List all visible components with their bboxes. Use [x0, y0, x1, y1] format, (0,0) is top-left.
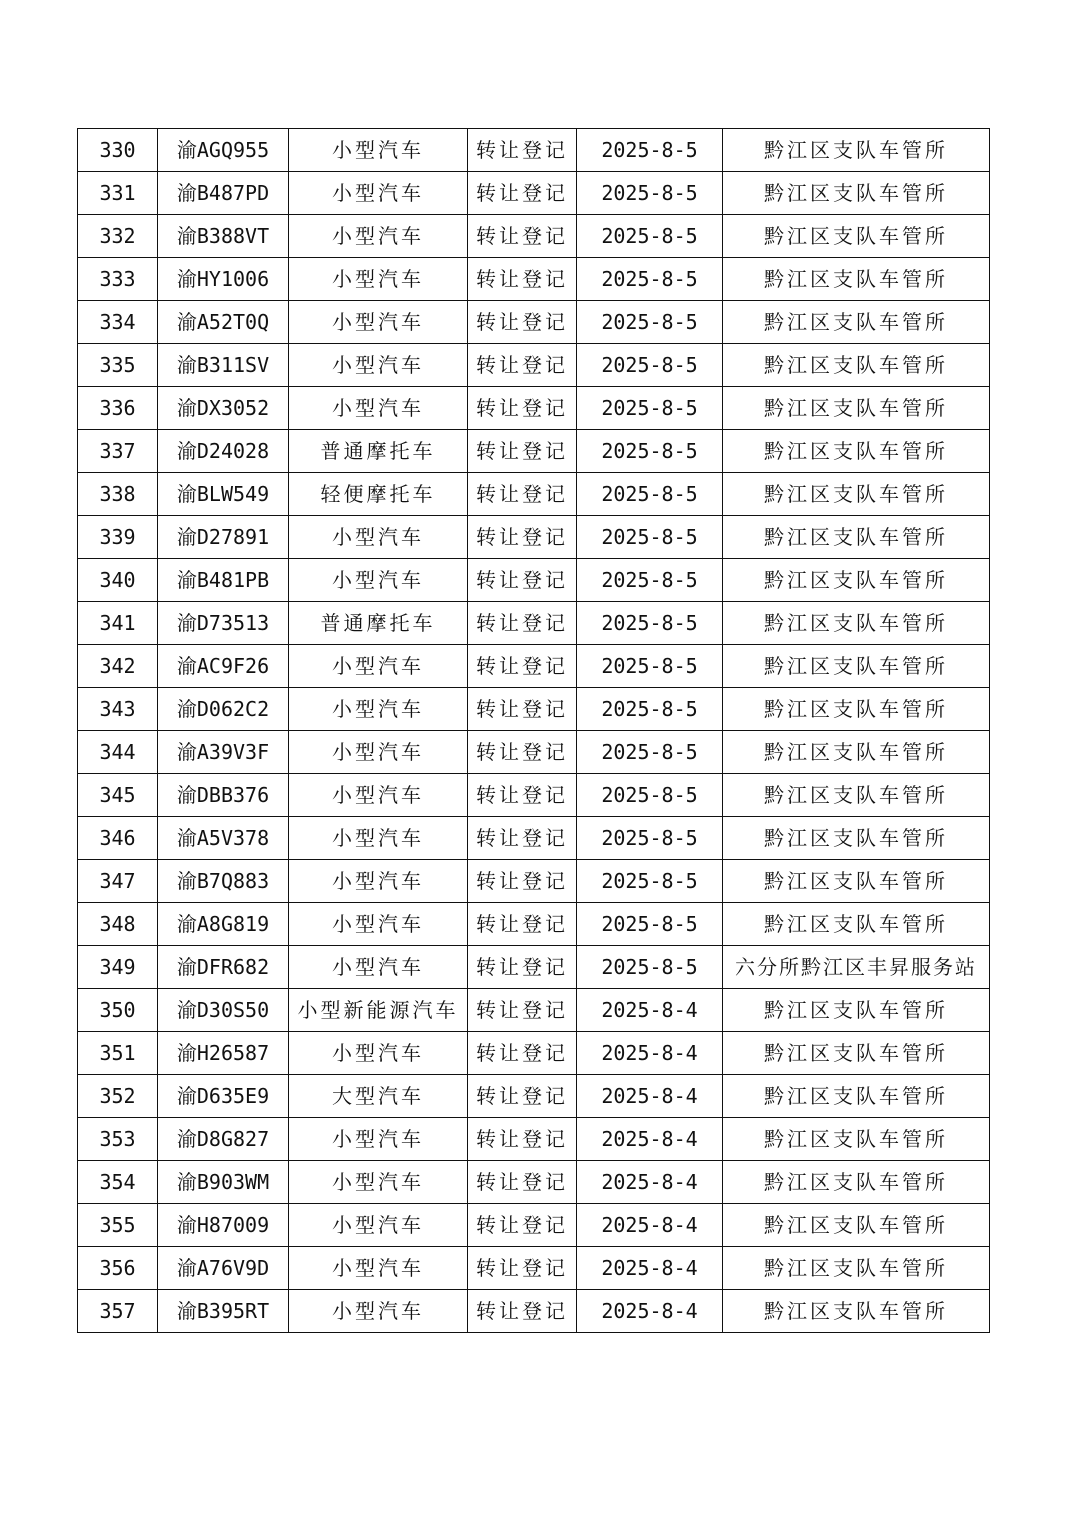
business-type-cell: 转让登记	[468, 215, 577, 258]
table-row	[78, 1118, 990, 1161]
plate-number-cell: 渝DBB376	[158, 774, 289, 817]
plate-number-cell: 渝B481PB	[158, 559, 289, 602]
date-cell: 2025-8-4	[577, 989, 723, 1032]
vehicle-type-cell: 小型汽车	[289, 344, 468, 387]
vehicle-type-cell: 小型汽车	[289, 1161, 468, 1204]
date-cell: 2025-8-5	[577, 172, 723, 215]
office-cell: 黔江区支队车管所	[723, 1290, 990, 1333]
table-row	[78, 559, 990, 602]
business-type-cell: 转让登记	[468, 602, 577, 645]
office-cell: 黔江区支队车管所	[723, 172, 990, 215]
row-number-cell: 333	[78, 258, 158, 301]
row-number-cell: 339	[78, 516, 158, 559]
vehicle-type-cell: 小型汽车	[289, 129, 468, 172]
row-number-cell: 335	[78, 344, 158, 387]
date-cell: 2025-8-5	[577, 860, 723, 903]
vehicle-type-cell: 小型汽车	[289, 817, 468, 860]
business-type-cell: 转让登记	[468, 301, 577, 344]
vehicle-type-cell: 小型汽车	[289, 172, 468, 215]
plate-number-cell: 渝B903WM	[158, 1161, 289, 1204]
vehicle-registration-table	[77, 128, 990, 1333]
date-cell: 2025-8-5	[577, 516, 723, 559]
business-type-cell: 转让登记	[468, 903, 577, 946]
table-row	[78, 258, 990, 301]
table-row	[78, 129, 990, 172]
business-type-cell: 转让登记	[468, 860, 577, 903]
row-number-cell: 346	[78, 817, 158, 860]
table-row	[78, 946, 990, 989]
vehicle-type-cell: 轻便摩托车	[289, 473, 468, 516]
vehicle-type-cell: 小型汽车	[289, 387, 468, 430]
table-row	[78, 172, 990, 215]
vehicle-type-cell: 小型汽车	[289, 559, 468, 602]
row-number-cell: 334	[78, 301, 158, 344]
date-cell: 2025-8-5	[577, 301, 723, 344]
plate-number-cell: 渝HY1006	[158, 258, 289, 301]
table-row	[78, 1290, 990, 1333]
plate-number-cell: 渝DX3052	[158, 387, 289, 430]
business-type-cell: 转让登记	[468, 946, 577, 989]
business-type-cell: 转让登记	[468, 430, 577, 473]
table-body	[78, 129, 990, 1333]
vehicle-type-cell: 小型新能源汽车	[289, 989, 468, 1032]
business-type-cell: 转让登记	[468, 1247, 577, 1290]
plate-number-cell: 渝A76V9D	[158, 1247, 289, 1290]
office-cell: 黔江区支队车管所	[723, 516, 990, 559]
plate-number-cell: 渝D062C2	[158, 688, 289, 731]
table-row	[78, 817, 990, 860]
business-type-cell: 转让登记	[468, 172, 577, 215]
table-row	[78, 602, 990, 645]
date-cell: 2025-8-4	[577, 1118, 723, 1161]
business-type-cell: 转让登记	[468, 731, 577, 774]
vehicle-type-cell: 小型汽车	[289, 1290, 468, 1333]
plate-number-cell: 渝B487PD	[158, 172, 289, 215]
table-row	[78, 645, 990, 688]
vehicle-type-cell: 小型汽车	[289, 731, 468, 774]
table-row	[78, 1032, 990, 1075]
date-cell: 2025-8-5	[577, 129, 723, 172]
date-cell: 2025-8-5	[577, 344, 723, 387]
table-row	[78, 989, 990, 1032]
plate-number-cell: 渝A8G819	[158, 903, 289, 946]
date-cell: 2025-8-5	[577, 817, 723, 860]
row-number-cell: 355	[78, 1204, 158, 1247]
business-type-cell: 转让登记	[468, 688, 577, 731]
office-cell: 黔江区支队车管所	[723, 774, 990, 817]
office-cell: 黔江区支队车管所	[723, 430, 990, 473]
business-type-cell: 转让登记	[468, 1075, 577, 1118]
vehicle-type-cell: 小型汽车	[289, 1032, 468, 1075]
row-number-cell: 352	[78, 1075, 158, 1118]
business-type-cell: 转让登记	[468, 1118, 577, 1161]
vehicle-type-cell: 小型汽车	[289, 1118, 468, 1161]
date-cell: 2025-8-5	[577, 215, 723, 258]
row-number-cell: 350	[78, 989, 158, 1032]
business-type-cell: 转让登记	[468, 387, 577, 430]
plate-number-cell: 渝D8G827	[158, 1118, 289, 1161]
date-cell: 2025-8-5	[577, 602, 723, 645]
date-cell: 2025-8-5	[577, 430, 723, 473]
plate-number-cell: 渝AC9F26	[158, 645, 289, 688]
office-cell: 六分所黔江区丰昇服务站	[723, 946, 990, 989]
vehicle-type-cell: 小型汽车	[289, 1247, 468, 1290]
row-number-cell: 345	[78, 774, 158, 817]
date-cell: 2025-8-4	[577, 1161, 723, 1204]
office-cell: 黔江区支队车管所	[723, 731, 990, 774]
date-cell: 2025-8-5	[577, 731, 723, 774]
office-cell: 黔江区支队车管所	[723, 1204, 990, 1247]
row-number-cell: 351	[78, 1032, 158, 1075]
table-row	[78, 860, 990, 903]
vehicle-type-cell: 小型汽车	[289, 860, 468, 903]
office-cell: 黔江区支队车管所	[723, 645, 990, 688]
row-number-cell: 342	[78, 645, 158, 688]
office-cell: 黔江区支队车管所	[723, 301, 990, 344]
date-cell: 2025-8-4	[577, 1032, 723, 1075]
row-number-cell: 330	[78, 129, 158, 172]
row-number-cell: 341	[78, 602, 158, 645]
plate-number-cell: 渝B388VT	[158, 215, 289, 258]
table-row	[78, 1247, 990, 1290]
plate-number-cell: 渝BLW549	[158, 473, 289, 516]
vehicle-type-cell: 小型汽车	[289, 946, 468, 989]
table-row	[78, 430, 990, 473]
business-type-cell: 转让登记	[468, 1204, 577, 1247]
vehicle-type-cell: 小型汽车	[289, 903, 468, 946]
table-row	[78, 774, 990, 817]
row-number-cell: 344	[78, 731, 158, 774]
plate-number-cell: 渝D27891	[158, 516, 289, 559]
office-cell: 黔江区支队车管所	[723, 688, 990, 731]
row-number-cell: 357	[78, 1290, 158, 1333]
row-number-cell: 331	[78, 172, 158, 215]
business-type-cell: 转让登记	[468, 129, 577, 172]
business-type-cell: 转让登记	[468, 559, 577, 602]
row-number-cell: 332	[78, 215, 158, 258]
plate-number-cell: 渝H87009	[158, 1204, 289, 1247]
office-cell: 黔江区支队车管所	[723, 387, 990, 430]
row-number-cell: 353	[78, 1118, 158, 1161]
row-number-cell: 356	[78, 1247, 158, 1290]
date-cell: 2025-8-4	[577, 1247, 723, 1290]
office-cell: 黔江区支队车管所	[723, 903, 990, 946]
table-row	[78, 1075, 990, 1118]
table-row	[78, 344, 990, 387]
business-type-cell: 转让登记	[468, 1161, 577, 1204]
row-number-cell: 349	[78, 946, 158, 989]
plate-number-cell: 渝A52T0Q	[158, 301, 289, 344]
row-number-cell: 336	[78, 387, 158, 430]
plate-number-cell: 渝AGQ955	[158, 129, 289, 172]
date-cell: 2025-8-5	[577, 946, 723, 989]
office-cell: 黔江区支队车管所	[723, 1075, 990, 1118]
vehicle-type-cell: 小型汽车	[289, 688, 468, 731]
date-cell: 2025-8-5	[577, 387, 723, 430]
plate-number-cell: 渝D73513	[158, 602, 289, 645]
business-type-cell: 转让登记	[468, 258, 577, 301]
office-cell: 黔江区支队车管所	[723, 1161, 990, 1204]
date-cell: 2025-8-5	[577, 774, 723, 817]
business-type-cell: 转让登记	[468, 1032, 577, 1075]
row-number-cell: 340	[78, 559, 158, 602]
date-cell: 2025-8-4	[577, 1075, 723, 1118]
table-row	[78, 903, 990, 946]
plate-number-cell: 渝DFR682	[158, 946, 289, 989]
plate-number-cell: 渝A5V378	[158, 817, 289, 860]
business-type-cell: 转让登记	[468, 344, 577, 387]
table-row	[78, 215, 990, 258]
plate-number-cell: 渝B311SV	[158, 344, 289, 387]
office-cell: 黔江区支队车管所	[723, 258, 990, 301]
date-cell: 2025-8-5	[577, 559, 723, 602]
date-cell: 2025-8-4	[577, 1204, 723, 1247]
vehicle-type-cell: 小型汽车	[289, 645, 468, 688]
business-type-cell: 转让登记	[468, 989, 577, 1032]
office-cell: 黔江区支队车管所	[723, 559, 990, 602]
table-row	[78, 301, 990, 344]
row-number-cell: 343	[78, 688, 158, 731]
row-number-cell: 348	[78, 903, 158, 946]
table-row	[78, 688, 990, 731]
vehicle-type-cell: 小型汽车	[289, 1204, 468, 1247]
date-cell: 2025-8-5	[577, 645, 723, 688]
plate-number-cell: 渝H26587	[158, 1032, 289, 1075]
plate-number-cell: 渝D635E9	[158, 1075, 289, 1118]
office-cell: 黔江区支队车管所	[723, 215, 990, 258]
office-cell: 黔江区支队车管所	[723, 602, 990, 645]
table-row	[78, 473, 990, 516]
row-number-cell: 338	[78, 473, 158, 516]
business-type-cell: 转让登记	[468, 645, 577, 688]
table-row	[78, 387, 990, 430]
business-type-cell: 转让登记	[468, 516, 577, 559]
vehicle-type-cell: 小型汽车	[289, 774, 468, 817]
vehicle-type-cell: 小型汽车	[289, 258, 468, 301]
office-cell: 黔江区支队车管所	[723, 989, 990, 1032]
vehicle-type-cell: 小型汽车	[289, 215, 468, 258]
date-cell: 2025-8-5	[577, 688, 723, 731]
table-row	[78, 1161, 990, 1204]
plate-number-cell: 渝B395RT	[158, 1290, 289, 1333]
plate-number-cell: 渝D30S50	[158, 989, 289, 1032]
office-cell: 黔江区支队车管所	[723, 1118, 990, 1161]
vehicle-type-cell: 小型汽车	[289, 516, 468, 559]
vehicle-type-cell: 大型汽车	[289, 1075, 468, 1118]
office-cell: 黔江区支队车管所	[723, 1032, 990, 1075]
vehicle-type-cell: 普通摩托车	[289, 602, 468, 645]
vehicle-type-cell: 普通摩托车	[289, 430, 468, 473]
date-cell: 2025-8-5	[577, 258, 723, 301]
row-number-cell: 347	[78, 860, 158, 903]
plate-number-cell: 渝A39V3F	[158, 731, 289, 774]
office-cell: 黔江区支队车管所	[723, 344, 990, 387]
business-type-cell: 转让登记	[468, 774, 577, 817]
plate-number-cell: 渝B7Q883	[158, 860, 289, 903]
date-cell: 2025-8-5	[577, 903, 723, 946]
business-type-cell: 转让登记	[468, 1290, 577, 1333]
table-row	[78, 516, 990, 559]
row-number-cell: 337	[78, 430, 158, 473]
table-row	[78, 731, 990, 774]
office-cell: 黔江区支队车管所	[723, 129, 990, 172]
office-cell: 黔江区支队车管所	[723, 860, 990, 903]
business-type-cell: 转让登记	[468, 473, 577, 516]
plate-number-cell: 渝D24028	[158, 430, 289, 473]
office-cell: 黔江区支队车管所	[723, 1247, 990, 1290]
date-cell: 2025-8-5	[577, 473, 723, 516]
row-number-cell: 354	[78, 1161, 158, 1204]
table-row	[78, 1204, 990, 1247]
business-type-cell: 转让登记	[468, 817, 577, 860]
vehicle-type-cell: 小型汽车	[289, 301, 468, 344]
date-cell: 2025-8-4	[577, 1290, 723, 1333]
office-cell: 黔江区支队车管所	[723, 473, 990, 516]
office-cell: 黔江区支队车管所	[723, 817, 990, 860]
